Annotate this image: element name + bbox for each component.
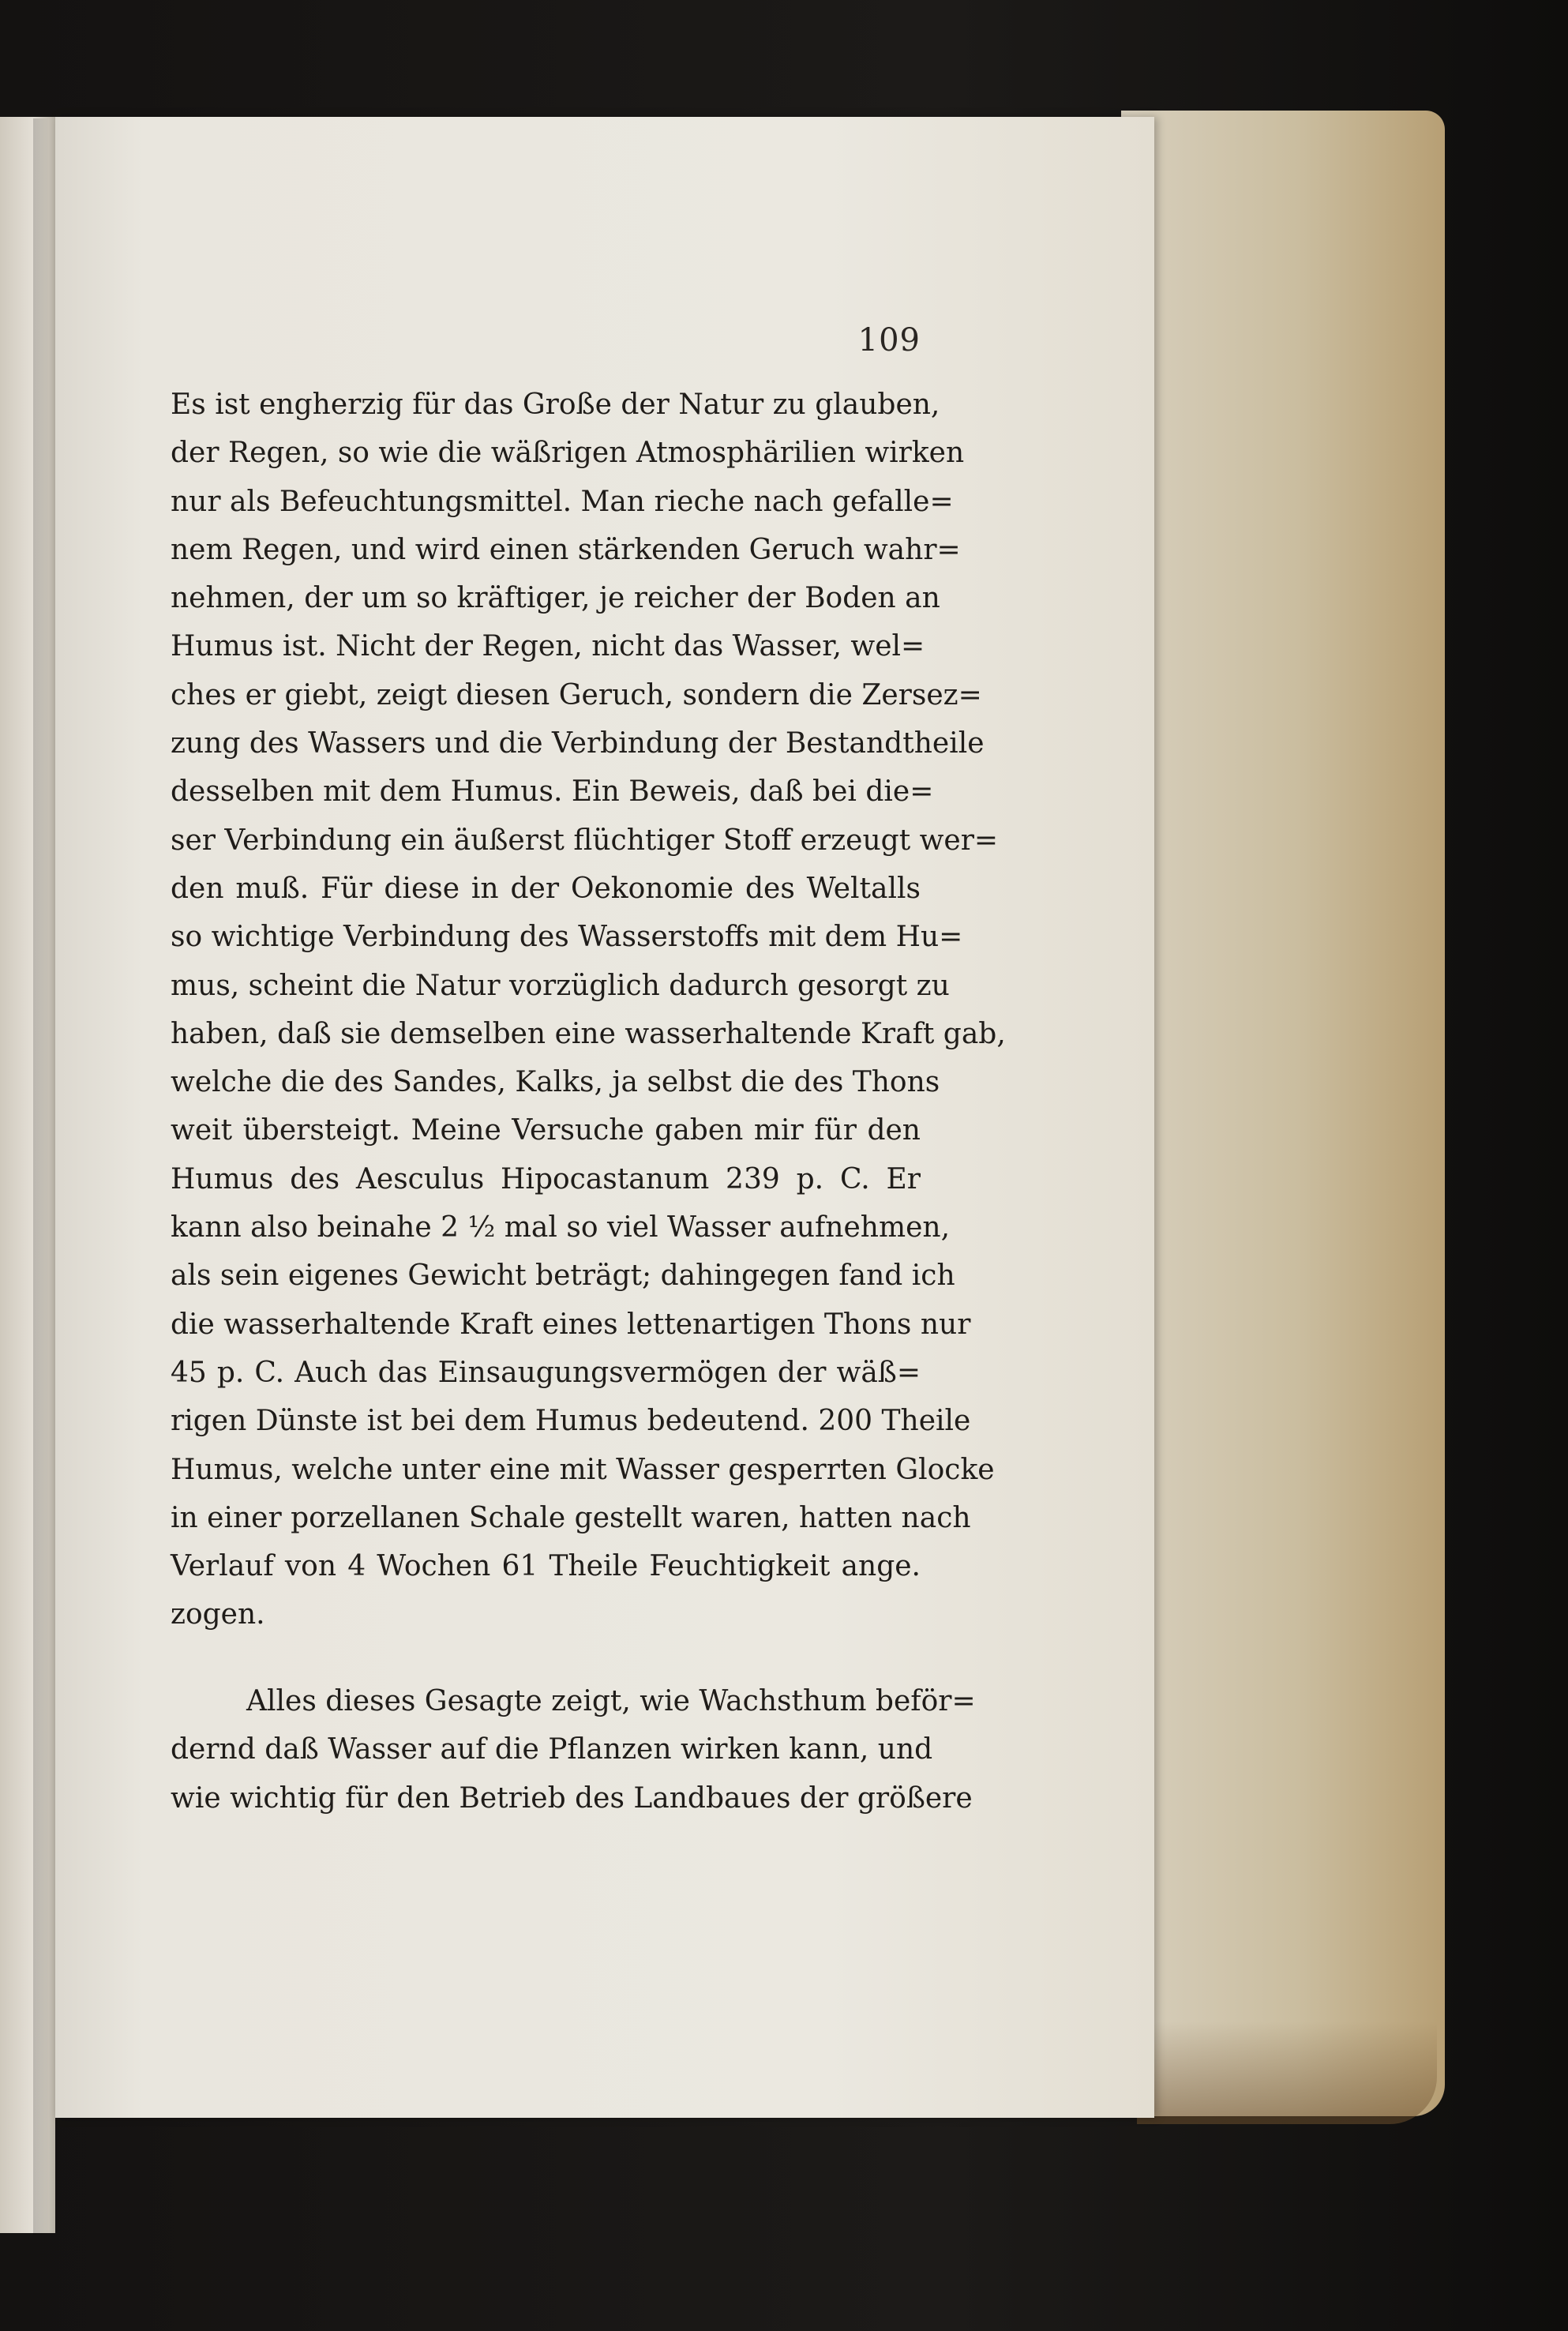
text-line: zogen. — [171, 1598, 265, 1631]
text-line: weit übersteigt. Meine Versuche gaben mir für den — [171, 1114, 921, 1147]
paragraph-1 — [171, 381, 1006, 1639]
text-line: dernd daß Wasser auf die Pflanzen wirken kann, und — [171, 1733, 933, 1766]
text-line: kann also beinahe 2 ½ mal so viel Wasser aufnehmen, — [171, 1211, 951, 1244]
text-line: welche die des Sandes, Kalks, ja selbst die des Thons — [171, 1066, 940, 1099]
text-line: Es ist engherzig für das Große der Natur zu glauben, — [171, 388, 940, 421]
text-line: Humus, welche unter eine mit Wasser gesperrten Glocke — [171, 1453, 995, 1486]
book-gutter — [33, 118, 49, 2235]
text-line: Humus des Aesculus Hipocastanum 239 p. C. Er — [171, 1162, 921, 1196]
page-number: 109 — [857, 322, 921, 358]
worn-corner — [1137, 2021, 1437, 2124]
text-line: als sein eigenes Gewicht beträgt; dahingegen fand ich — [171, 1259, 955, 1293]
text-line: rigen Dünste ist bei dem Humus bedeutend. 200 Theile — [171, 1405, 971, 1438]
text-line: so wichtige Verbindung des Wasserstoffs mit dem Hu= — [171, 921, 963, 954]
paragraph-2 — [171, 1677, 976, 1822]
text-line: die wasserhaltende Kraft eines lettenartigen Thons nur — [171, 1308, 971, 1341]
text-line: desselben mit dem Humus. Ein Beweis, daß bei die= — [171, 775, 934, 809]
text-line: mus, scheint die Natur vorzüglich dadurch gesorgt zu — [171, 969, 950, 1002]
text-line: 45 p. C. Auch das Einsaugungsvermögen der wäß= — [171, 1356, 921, 1389]
text-line: wie wichtig für den Betrieb des Landbaues der größere — [171, 1781, 973, 1815]
text-line: nur als Befeuchtungsmittel. Man rieche nach gefalle= — [171, 485, 954, 518]
text-line: ches er giebt, zeigt diesen Geruch, sondern die Zersez= — [171, 678, 982, 711]
text-line: Verlauf von 4 Wochen 61 Theile Feuchtigkeit ange. — [171, 1550, 921, 1583]
page-stack-edge — [1121, 111, 1445, 2116]
text-line: nem Regen, und wird einen stärkenden Geruch wahr= — [171, 533, 961, 566]
text-line: nehmen, der um so kräftiger, je reicher der Boden an — [171, 582, 940, 615]
text-line: zung des Wassers und die Verbindung der Bestandtheile — [171, 727, 985, 760]
text-line: ser Verbindung ein äußerst flüchtiger Stoff erzeugt wer= — [171, 824, 999, 857]
text-line: den muß. Für diese in der Oekonomie des Weltalls — [171, 872, 921, 905]
text-line: in einer porzellanen Schale gestellt waren, hatten nach — [171, 1501, 971, 1534]
text-line: haben, daß sie demselben eine wasserhaltende Kraft gab, — [171, 1017, 1006, 1050]
text-line: Alles dieses Gesagte zeigt, wie Wachsthum beför= — [246, 1685, 976, 1717]
text-line: der Regen, so wie die wäßrigen Atmosphärilien wirken — [171, 437, 965, 470]
text-line: Humus ist. Nicht der Regen, nicht das Wasser, wel= — [171, 630, 925, 663]
